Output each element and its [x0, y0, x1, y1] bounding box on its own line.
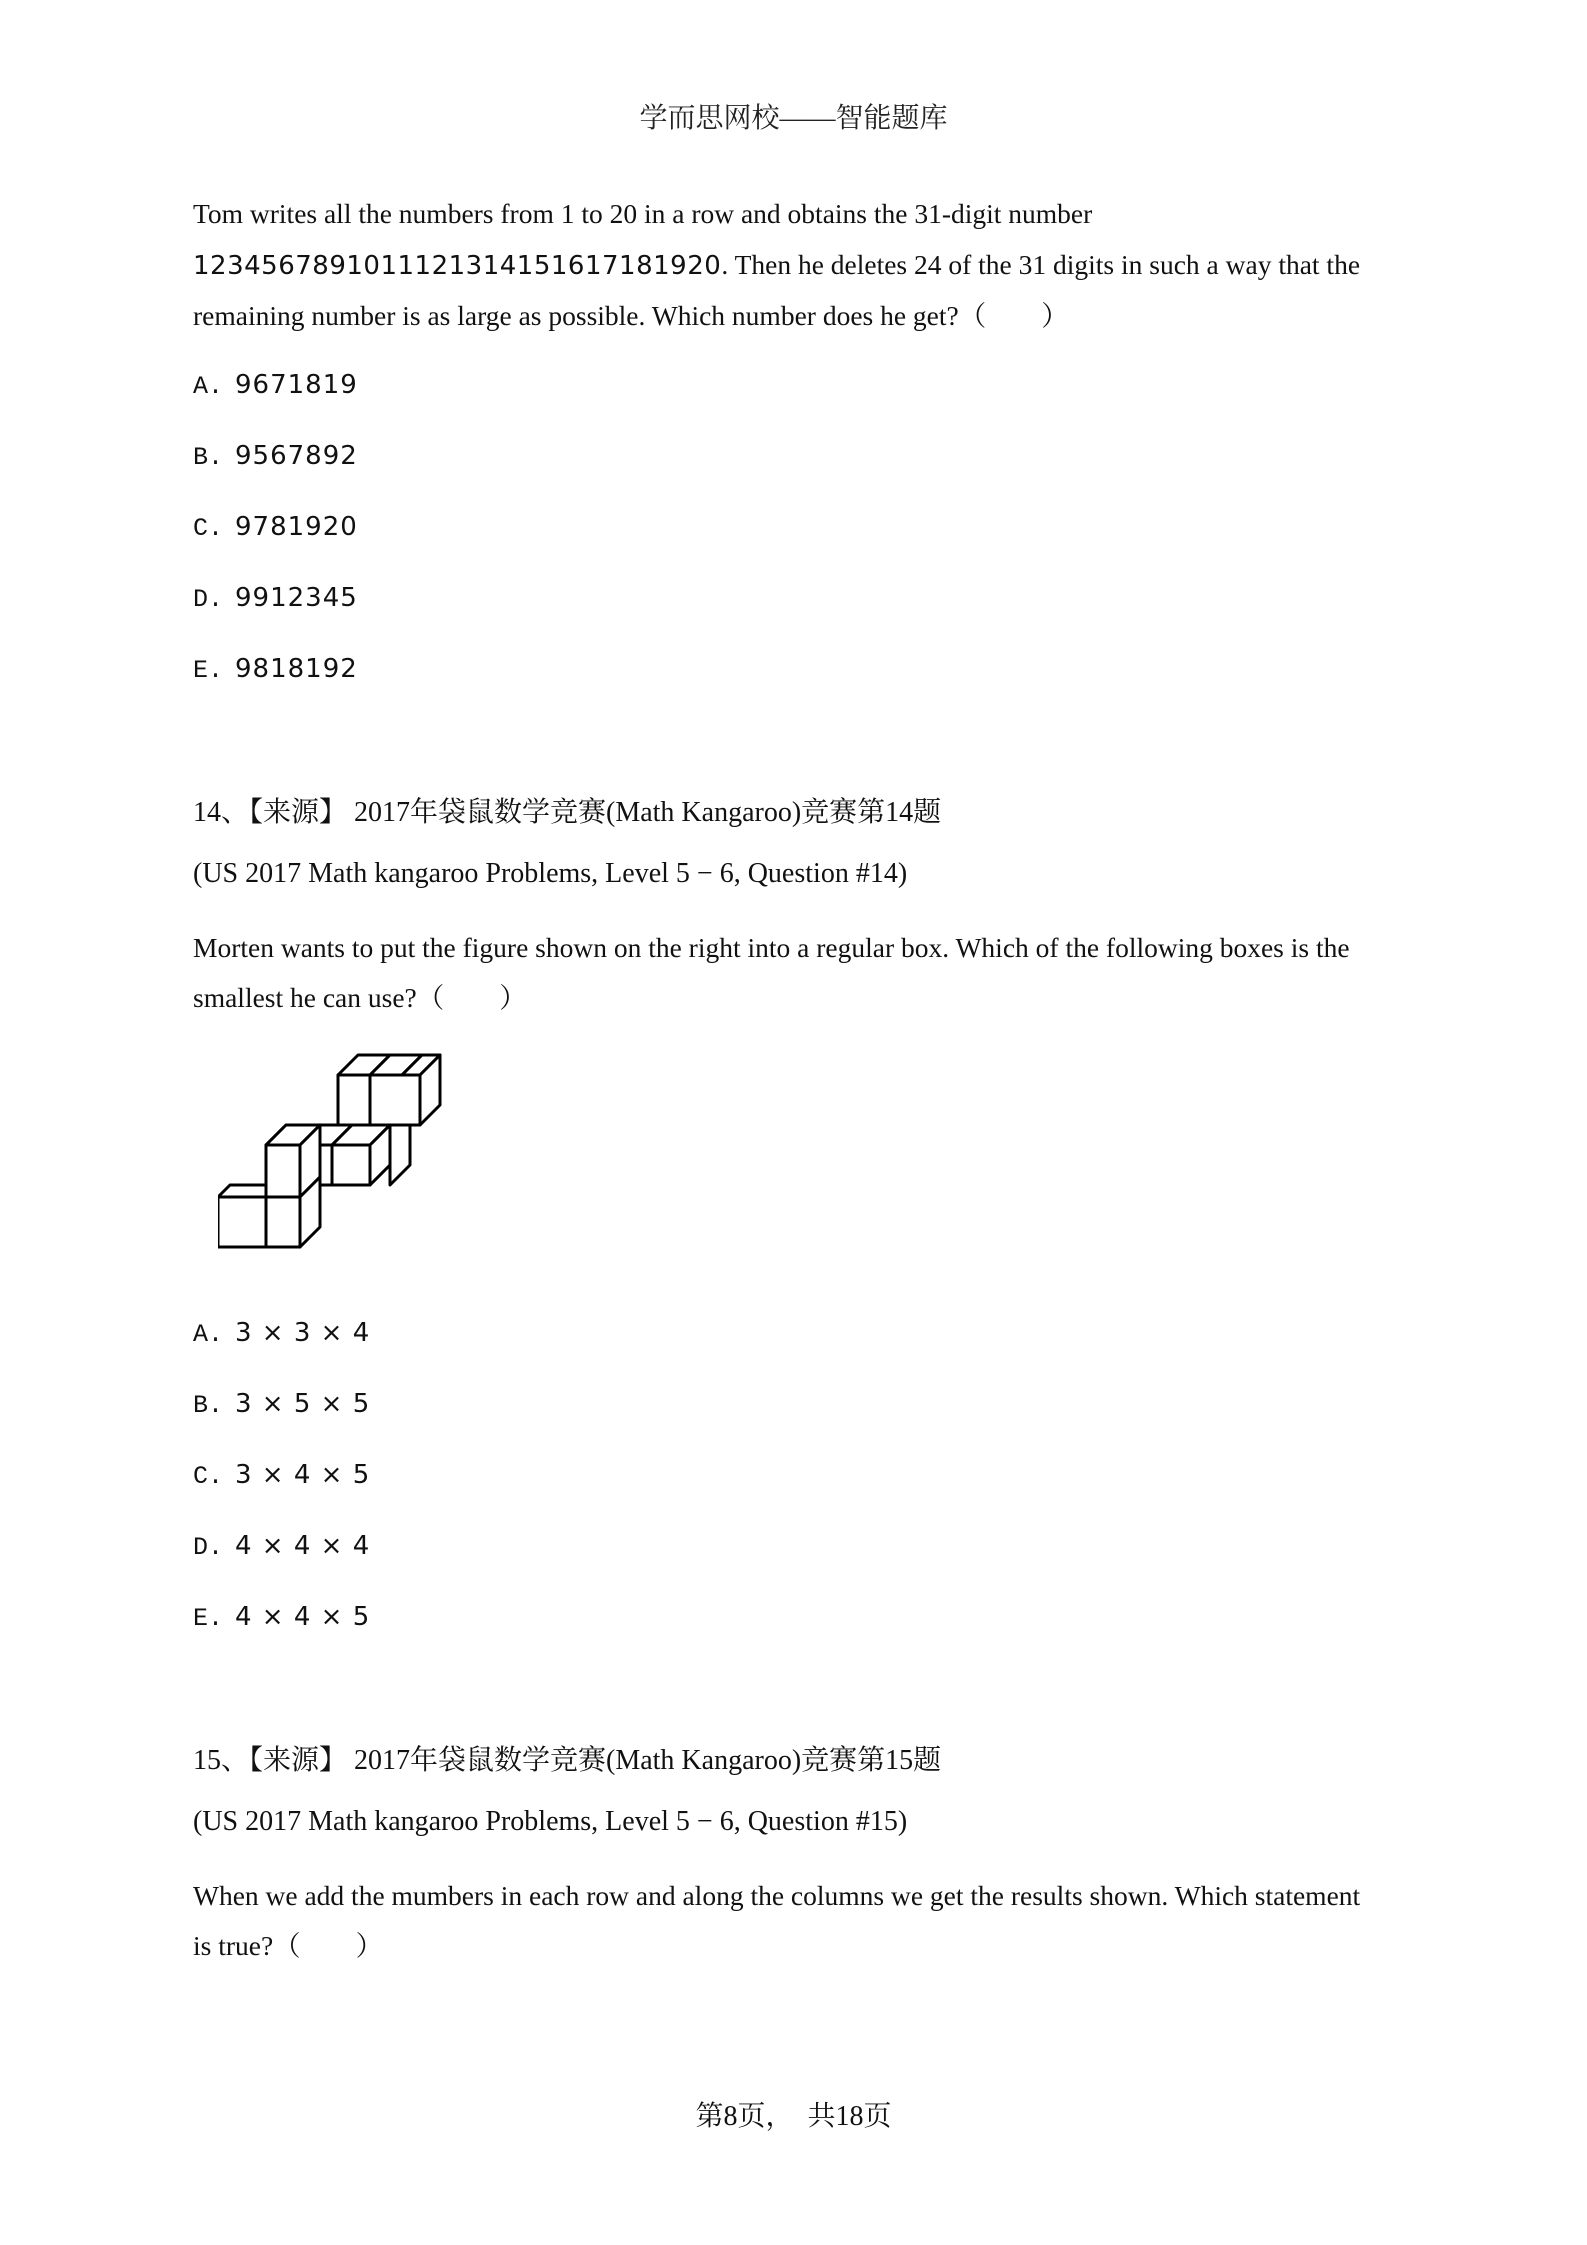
option-value: 9781920 [235, 512, 358, 542]
option-value: 4 × 4 × 4 [235, 1531, 371, 1561]
cube-side-face [390, 1125, 410, 1185]
option-letter: B. [193, 443, 224, 472]
cube-front-face [218, 1197, 266, 1247]
q13-text-line2-rest: . Then he deletes 24 of the 31 digits in such a way that the [721, 249, 1361, 280]
q14-option-a[interactable] [193, 1316, 370, 1349]
q13-option-d[interactable] [193, 581, 358, 614]
q13-text-line2 [193, 239, 1413, 292]
q13-text-line1: Tom writes all the numbers from 1 to 20 in a row and obtains the 31-digit number [193, 198, 1093, 229]
q15-source: 15、【来源】 2017年袋鼠数学竞赛(Math Kangaroo)竞赛第15题 [193, 1745, 942, 1776]
page-header: 学而思网校——智能题库 [639, 103, 948, 134]
q14-subsource: (US 2017 Math kangaroo Problems, Level 5 − 6, Question #14) [193, 858, 908, 889]
q15-text-line2: is true?（ ） [193, 1930, 384, 1961]
option-letter: A. [193, 1320, 224, 1349]
option-letter: D. [193, 585, 224, 614]
q14-option-e[interactable] [193, 1600, 370, 1633]
option-letter: D. [193, 1533, 224, 1562]
option-letter: E. [193, 656, 224, 685]
q13-text-line3: remaining number is as large as possible. Which number does he get?（ ） [193, 300, 1069, 331]
cube-front-face [370, 1075, 420, 1125]
q15-subsource: (US 2017 Math kangaroo Problems, Level 5 − 6, Question #15) [193, 1806, 908, 1837]
option-value: 4 × 4 × 5 [235, 1602, 371, 1632]
option-letter: C. [193, 1462, 224, 1491]
option-value: 9912345 [235, 583, 358, 613]
option-letter: B. [193, 1391, 224, 1420]
option-letter: E. [193, 1604, 224, 1633]
q14-text-line1: Morten wants to put the figure shown on the right into a regular box. Which of the following boxes is the [193, 932, 1350, 963]
q13-option-c[interactable] [193, 510, 358, 543]
q13-option-e[interactable] [193, 652, 358, 685]
option-letter: C. [193, 514, 224, 543]
cube-front-face [266, 1197, 300, 1247]
option-value: 3 × 4 × 5 [235, 1460, 371, 1490]
option-value: 3 × 5 × 5 [235, 1389, 371, 1419]
q14-text-line2: smallest he can use?（ ） [193, 982, 527, 1013]
cube-figure [218, 1045, 548, 1275]
q14-option-d[interactable] [193, 1529, 370, 1562]
cube-front-face [338, 1075, 370, 1125]
option-value: 9818192 [235, 654, 358, 684]
q13-option-b[interactable] [193, 439, 358, 472]
q14-source: 14、【来源】 2017年袋鼠数学竞赛(Math Kangaroo)竞赛第14题 [193, 797, 942, 828]
q13-digit-number: 1234567891011121314151617181920 [193, 251, 722, 281]
q14-option-c[interactable] [193, 1458, 370, 1491]
cube-top-face [218, 1185, 266, 1197]
page-footer: 第8页， 共18页 [695, 2101, 892, 2132]
q15-text-line1: When we add the mumbers in each row and along the columns we get the results shown. Which statement [193, 1880, 1361, 1911]
cube-front-face [266, 1145, 300, 1197]
option-letter: A. [193, 372, 224, 401]
option-value: 9567892 [235, 441, 358, 471]
top-cube-group [338, 1055, 440, 1125]
q14-option-b[interactable] [193, 1387, 370, 1420]
cube-front-face [332, 1145, 370, 1185]
option-value: 3 × 3 × 4 [235, 1318, 371, 1348]
q13-option-a[interactable] [193, 368, 358, 401]
option-value: 9671819 [235, 370, 358, 400]
